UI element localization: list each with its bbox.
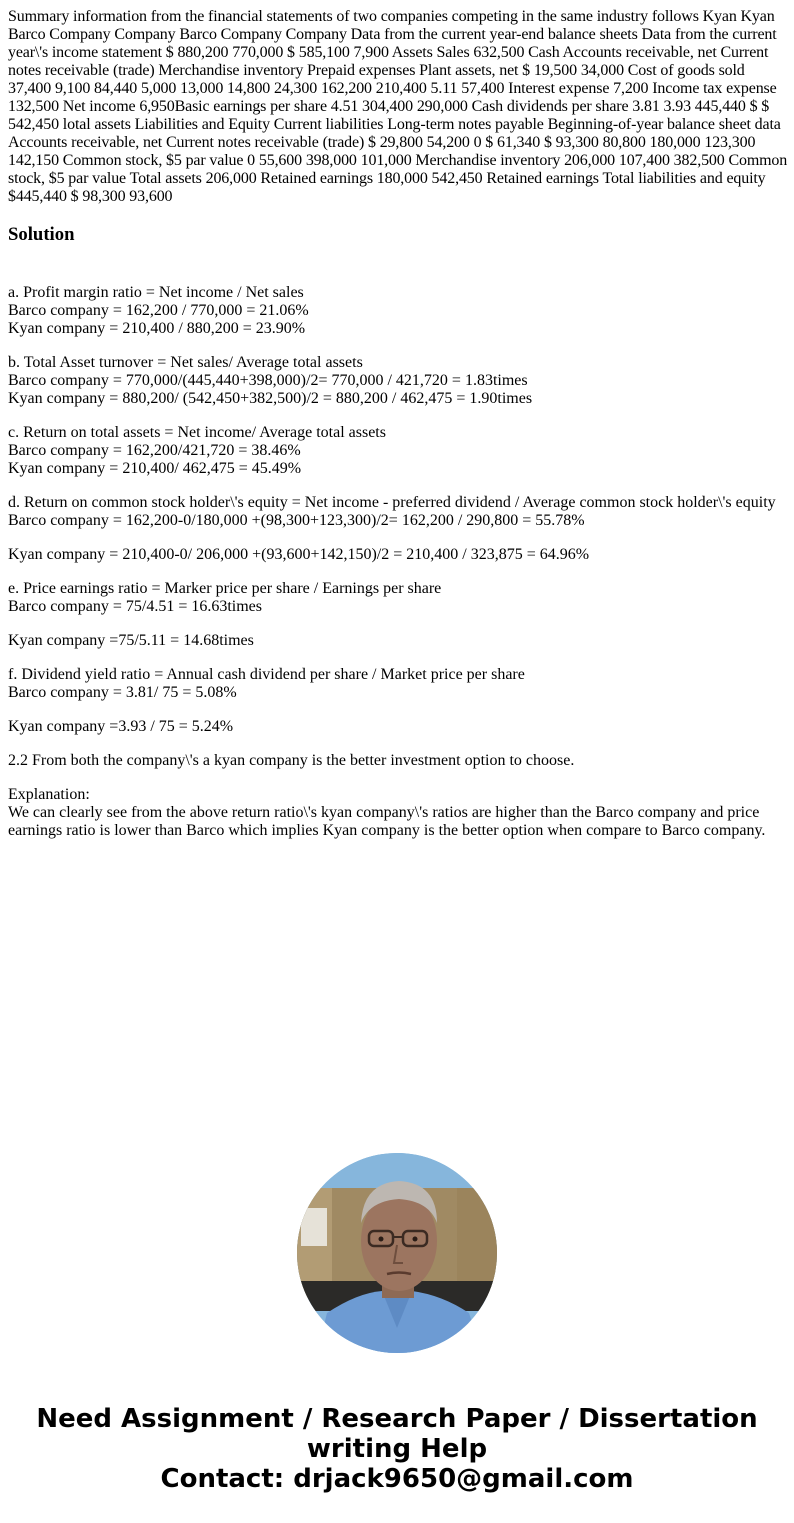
question-text: Summary information from the financial statements of two companies competing in the same industry follows Kyan Kyan Barco Company Company Barco Company Company Data from the current year-end balance sheets Data from the current year\'s income statement $ 880,200 770,000 $ 585,100 7,900 Assets Sales 632,500 Cash Accounts receivable, net Current notes receivable (trade) Merchandise inventory Prepaid expenses Plant assets, net $ 19,500 34,000 Cost of goods sold 37,400 9,100 84,440 5,000 13,000 14,800 24,300 162,200 210,400 5.11 57,400 Interest expense 7,200 Income tax expense 132,500 Net income 6,950Basic earnings per share 4.51 304,400 290,000 Cash dividends per share 3.81 3.93 445,440 $ $ 542,450 lotal assets Liabilities and Equity Current liabilities Long-term notes payable Beginning-of-year balance sheet data Accounts receivable, net Current notes receivable (trade) $ 29,800 54,200 0 $ 61,340 $ 93,300 80,800 180,000 123,300 142,150 Common stock, $5 par value 0 55,600 398,000 101,000 Merchandise inventory 206,000 107,400 382,500 Common stock, $5 par value Total assets 206,000 Retained earnings 180,000 542,450 Retained earnings Total liabilities and equity $445,440 $ 98,300 93,600 <box>8 8 788 205</box>
dividend-yield-section <box>8 666 788 702</box>
section-line: Kyan company = 210,400 / 880,200 = 23.90% <box>8 320 306 337</box>
section-line: f. Dividend yield ratio = Annual cash dividend per share / Market price per share <box>8 666 525 683</box>
promo-line-2: writing Help <box>306 1434 488 1464</box>
return-on-assets-section <box>8 424 788 478</box>
section-line: Barco company = 3.81/ 75 = 5.08% <box>8 684 237 701</box>
return-on-equity-kyan <box>8 546 788 564</box>
section-line: c. Return on total assets = Net income/ Average total assets <box>8 424 386 441</box>
promo-banner <box>0 1404 794 1494</box>
promo-contact: Contact: drjack9650@gmail.com <box>160 1464 634 1494</box>
profit-margin-section <box>8 284 788 338</box>
return-on-equity-section <box>8 494 788 530</box>
explanation-section <box>8 786 788 840</box>
section-line: Kyan company = 210,400/ 462,475 = 45.49% <box>8 460 302 477</box>
section-line: Kyan company = 880,200/ (542,450+382,500)/2 = 880,200 / 462,475 = 1.90times <box>8 390 533 407</box>
document-body <box>8 8 788 856</box>
section-line: 2.2 From both the company\'s a kyan company is the better investment option to choose. <box>8 752 575 769</box>
dividend-yield-kyan <box>8 718 788 736</box>
section-line: Kyan company =3.93 / 75 = 5.24% <box>8 718 234 735</box>
section-line: Kyan company =75/5.11 = 14.68times <box>8 632 254 649</box>
section-line: b. Total Asset turnover = Net sales/ Average total assets <box>8 354 363 371</box>
promo-line-1: Need Assignment / Research Paper / Dissertation <box>36 1404 758 1434</box>
section-line: Barco company = 162,200/421,720 = 38.46% <box>8 442 301 459</box>
section-line: e. Price earnings ratio = Marker price per share / Earnings per share <box>8 580 442 597</box>
asset-turnover-section <box>8 354 788 408</box>
solution-heading: Solution <box>8 224 75 245</box>
section-line: Barco company = 162,200-0/180,000 +(98,300+123,300)/2= 162,200 / 290,800 = 55.78% <box>8 512 585 529</box>
section-line: Barco company = 770,000/(445,440+398,000)/2= 770,000 / 421,720 = 1.83times <box>8 372 528 389</box>
conclusion-section <box>8 752 788 770</box>
price-earnings-section <box>8 580 788 616</box>
section-line: d. Return on common stock holder\'s equity = Net income - preferred dividend / Average common stock holder\'s equity <box>8 494 776 511</box>
section-line: Barco company = 162,200 / 770,000 = 21.06% <box>8 302 309 319</box>
section-line: We can clearly see from the above return ratio\'s kyan company\'s ratios are higher than the Barco company and price earnings ratio is lower than Barco which implies Kyan company is the better option when compare to Barco company. <box>8 804 766 839</box>
section-line: Explanation: <box>8 786 90 803</box>
solution-answer <box>8 284 788 840</box>
section-line: Kyan company = 210,400-0/ 206,000 +(93,600+142,150)/2 = 210,400 / 323,875 = 64.96% <box>8 546 590 563</box>
section-line: Barco company = 75/4.51 = 16.63times <box>8 598 263 615</box>
price-earnings-kyan <box>8 632 788 650</box>
section-line: a. Profit margin ratio = Net income / Net sales <box>8 284 304 301</box>
person-photo-icon <box>297 1153 497 1353</box>
